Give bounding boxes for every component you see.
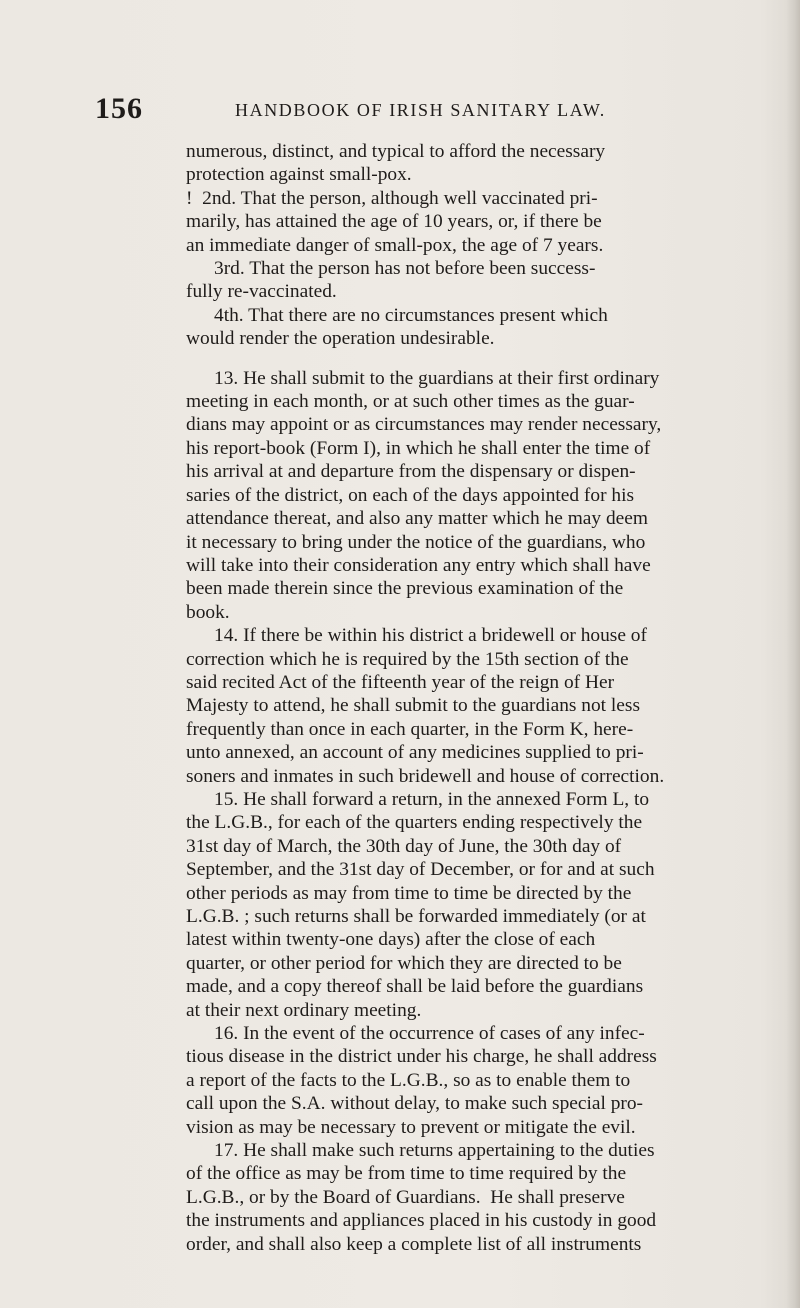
text-line: the L.G.B., for each of the quarters ending respectively the bbox=[186, 812, 643, 834]
text-line: latest within twenty-one days) after the close of each bbox=[186, 929, 596, 951]
text-line: it necessary to bring under the notice of the guardians, who bbox=[186, 531, 646, 553]
text-line: 3rd. That the person has not before been success- bbox=[214, 258, 596, 280]
text-line: 17. He shall make such returns appertaining to the duties bbox=[214, 1140, 655, 1162]
text-line: been made therein since the previous examination of the bbox=[186, 578, 624, 600]
text-line: fully re-vaccinated. bbox=[186, 281, 337, 303]
text-line: would render the operation undesirable. bbox=[186, 328, 495, 350]
text-line: at their next ordinary meeting. bbox=[186, 999, 422, 1021]
text-line: L.G.B., or by the Board of Guardians. He shall preserve bbox=[186, 1186, 625, 1208]
text-line: book. bbox=[186, 601, 230, 623]
text-line: Majesty to attend, he shall submit to the guardians not less bbox=[186, 695, 640, 717]
text-line: attendance thereat, and also any matter which he may deem bbox=[186, 508, 648, 530]
text-line: the instruments and appliances placed in his custody in good bbox=[186, 1210, 657, 1232]
running-title: HANDBOOK OF IRISH SANITARY LAW. bbox=[235, 100, 606, 120]
text-line: order, and shall also keep a complete list of all instruments bbox=[186, 1233, 642, 1255]
text-line: 14. If there be within his district a bridewell or house of bbox=[214, 625, 647, 647]
text-line: correction which he is required by the 15th section of the bbox=[186, 648, 629, 670]
text-line: vision as may be necessary to prevent or mitigate the evil. bbox=[186, 1116, 636, 1138]
text-line: 15. He shall forward a return, in the annexed Form L, to bbox=[214, 788, 650, 810]
text-line: quarter, or other period for which they are directed to be bbox=[186, 952, 622, 974]
text-line: call upon the S.A. without delay, to make such special pro- bbox=[186, 1093, 644, 1115]
text-line: frequently than once in each quarter, in the Form K, here- bbox=[186, 718, 634, 740]
text-line: his report-book (Form I), in which he shall enter the time of bbox=[186, 437, 651, 459]
text-line: 31st day of March, the 30th day of June, the 30th day of bbox=[186, 835, 622, 857]
text-line: 13. He shall submit to the guardians at their first ordinary bbox=[214, 367, 660, 389]
text-line: unto annexed, an account of any medicines supplied to pri- bbox=[186, 742, 644, 764]
page-header bbox=[95, 92, 735, 128]
body-text bbox=[186, 140, 746, 1256]
text-line: tious disease in the district under his charge, he shall address bbox=[186, 1046, 657, 1068]
text-line: saries of the district, on each of the days appointed for his bbox=[186, 484, 635, 506]
text-line: 16. In the event of the occurrence of cases of any infec- bbox=[214, 1023, 645, 1045]
page-number: 156 bbox=[95, 92, 143, 125]
page-edge-shadow bbox=[786, 0, 800, 1308]
text-line: of the office as may be from time to time required by the bbox=[186, 1163, 627, 1185]
text-line: meeting in each month, or at such other times as the guar- bbox=[186, 391, 635, 413]
text-line: made, and a copy thereof shall be laid before the guardians bbox=[186, 976, 644, 998]
text-line: L.G.B. ; such returns shall be forwarded immediately (or at bbox=[186, 906, 646, 927]
text-line: soners and inmates in such bridewell and house of correction. bbox=[186, 765, 665, 787]
text-line: other periods as may from time to time be directed by the bbox=[186, 882, 632, 904]
text-line: an immediate danger of small-pox, the age of 7 years. bbox=[186, 234, 604, 256]
text-line: marily, has attained the age of 10 years, or, if there be bbox=[186, 211, 602, 233]
text-line: a report of the facts to the L.G.B., so as to enable them to bbox=[186, 1069, 631, 1091]
text-line: dians may appoint or as circumstances may render necessary, bbox=[186, 414, 662, 436]
text-line: his arrival at and departure from the dispensary or dispen- bbox=[186, 461, 636, 483]
text-line: ! 2nd. That the person, although well vaccinated pri- bbox=[186, 187, 598, 209]
text-line: will take into their consideration any entry which shall have bbox=[186, 554, 651, 576]
text-line: 4th. That there are no circumstances present which bbox=[214, 304, 608, 326]
text-line: September, and the 31st day of December, or for and at such bbox=[186, 859, 655, 881]
paragraph-gap bbox=[186, 351, 746, 367]
text-line: protection against small-pox. bbox=[186, 164, 412, 186]
text-line: said recited Act of the fifteenth year of the reign of Her bbox=[186, 671, 615, 693]
text-line: numerous, distinct, and typical to afford the necessary bbox=[186, 141, 606, 162]
